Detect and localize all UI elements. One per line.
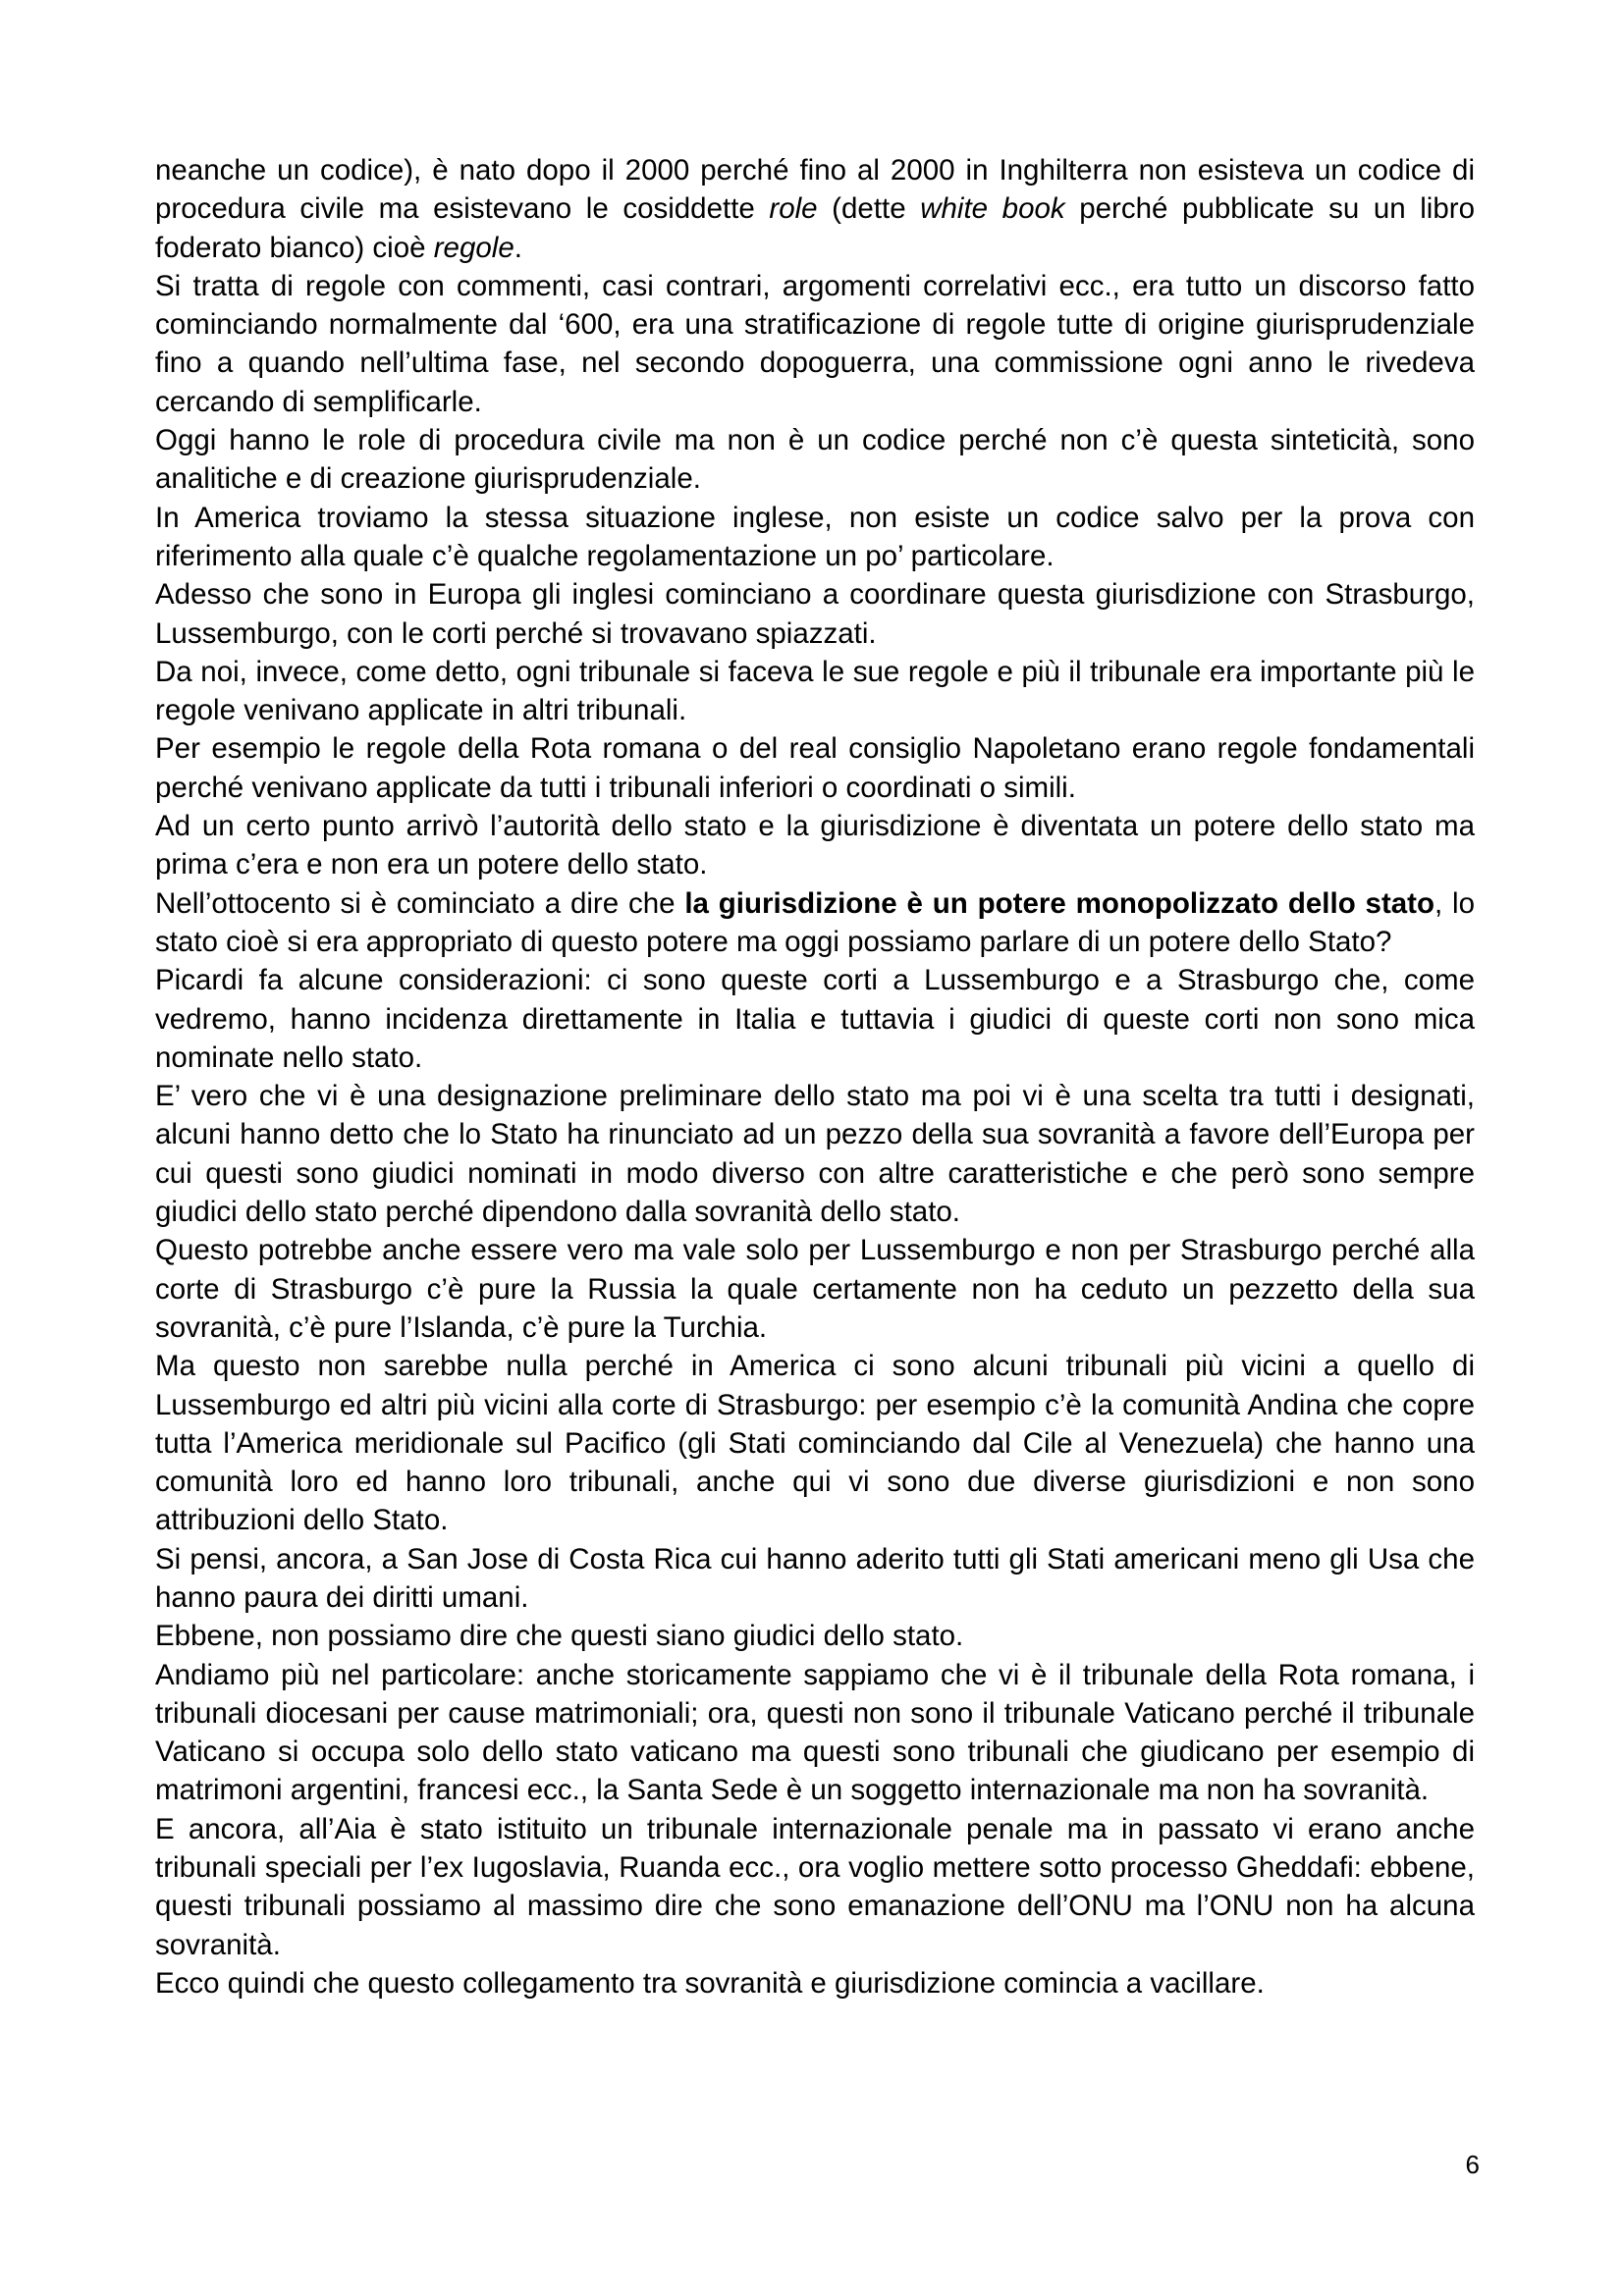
text-run: Adesso che sono in Europa gli inglesi cominciano a coordinare questa giurisdizione con Strasburgo, Lussemburgo, con le corti perché si trovavano spiazzati. bbox=[155, 578, 1475, 650]
text-run: Si tratta di regole con commenti, casi contrari, argomenti correlativi ecc., era tutto un discorso fatto cominciando normalmente dal ‘600, era una stratificazione di regole tutte di origine giurisprudenziale fino a quando nell’ultima fase, nel secondo dopoguerra, una commissione ogni anno le rivedeva cercando di semplificarle. bbox=[155, 269, 1475, 418]
text-run: E ancora, all’Aia è stato istituito un tribunale internazionale penale ma in passato vi erano anche tribunali speciali per l’ex Iugoslavia, Ruanda ecc., ora voglio mettere sotto processo Gheddafi: ebbene, questi tribunali possiamo al massimo dire che sono emanazione dell’ONU ma l’ONU non ha alcuna sovranità. bbox=[155, 1812, 1475, 1961]
paragraph bbox=[155, 421, 1475, 499]
paragraph bbox=[155, 729, 1475, 807]
italic-text: role bbox=[769, 192, 818, 226]
text-run: perché pubblicate su un libro foderato bianco) cioè bbox=[155, 192, 1476, 264]
paragraph bbox=[155, 575, 1475, 653]
bold-text: la giurisdizione è un potere monopolizzato dello stato bbox=[684, 886, 1435, 920]
paragraph bbox=[155, 1077, 1475, 1231]
paragraph bbox=[155, 1617, 1475, 1655]
text-run: Per esempio le regole della Rota romana o del real consiglio Napoletano erano regole fondamentali perché venivano applicate da tutti i tribunali inferiori o coordinati o simili. bbox=[155, 732, 1475, 804]
text-run: Questo potrebbe anche essere vero ma vale solo per Lussemburgo e non per Strasburgo perché alla corte di Strasburgo c’è pure la Russia la quale certamente non ha ceduto un pezzetto della sua sovranità, c’è pure l’Islanda, c’è pure la Turchia. bbox=[155, 1234, 1475, 1344]
text-run: Nell’ottocento si è cominciato a dire che bbox=[155, 886, 685, 920]
italic-text: regole bbox=[433, 231, 514, 264]
paragraph bbox=[155, 884, 1475, 962]
paragraph bbox=[155, 267, 1475, 421]
text-run: Ecco quindi che questo collegamento tra sovranità e giurisdizione comincia a vacillare. bbox=[155, 1966, 1265, 2000]
text-run: Si pensi, ancora, a San Jose di Costa Rica cui hanno aderito tutti gli Stati americani meno gli Usa che hanno paura dei diritti umani. bbox=[155, 1542, 1475, 1614]
paragraph bbox=[155, 961, 1475, 1077]
body-text bbox=[155, 151, 1475, 2002]
paragraph bbox=[155, 1964, 1475, 2002]
paragraph bbox=[155, 807, 1475, 884]
text-run: Da noi, invece, come detto, ogni tribunale si faceva le sue regole e più il tribunale era importante più le regole venivano applicate in altri tribunali. bbox=[155, 655, 1475, 727]
text-run: Oggi hanno le role di procedura civile ma non è un codice perché non c’è questa sinteticità, sono analitiche e di creazione giurisprudenziale. bbox=[155, 424, 1475, 496]
paragraph bbox=[155, 1231, 1475, 1347]
text-run: (dette bbox=[817, 192, 921, 226]
text-run: Ma questo non sarebbe nulla perché in America ci sono alcuni tribunali più vicini a quello di Lussemburgo ed altri più vicini alla corte di Strasburgo: per esempio c’è la comunità Andina che copre tutta l’America meridionale sul Pacifico (gli Stati cominciando dal Cile al Venezuela) che hanno una comunità loro ed hanno loro tribunali, anche qui vi sono due diverse giurisdizioni e non sono attribuzioni dello Stato. bbox=[155, 1350, 1475, 1537]
text-run: neanche un codice), è nato dopo il 2000 perché fino al 2000 in Inghilterra non esisteva un codice di procedura civile ma esistevano le cosiddette bbox=[155, 154, 1475, 226]
page-number: 6 bbox=[1465, 2150, 1480, 2179]
text-run: E’ vero che vi è una designazione preliminare dello stato ma poi vi è una scelta tra tutti i designati, alcuni hanno detto che lo Stato ha rinunciato ad un pezzo della sua sovranità a favore dell’Europa per cui questi sono giudici nominati in modo diverso con altre caratteristiche e che però sono sempre giudici dello stato perché dipendono dalla sovranità dello stato. bbox=[155, 1080, 1475, 1229]
text-run: Picardi fa alcune considerazioni: ci sono queste corti a Lussemburgo e a Strasburgo che, come vedremo, hanno incidenza direttamente in Italia e tuttavia i giudici di queste corti non sono mica nominate nello stato. bbox=[155, 964, 1475, 1074]
paragraph bbox=[155, 653, 1475, 730]
paragraph bbox=[155, 1540, 1475, 1618]
text-run: , lo stato cioè si era appropriato di questo potere ma oggi possiamo parlare di un potere dello Stato? bbox=[155, 886, 1475, 958]
text-run: Andiamo più nel particolare: anche storicamente sappiamo che vi è il tribunale della Rota romana, i tribunali diocesani per cause matrimoniali; ora, questi non sono il tribunale Vaticano perché il tribunale Vaticano si occupa solo dello stato vaticano ma questi sono tribunali che giudicano per esempio di matrimoni argentini, francesi ecc., la Santa Sede è un soggetto internazionale ma non ha sovranità. bbox=[155, 1658, 1475, 1807]
paragraph bbox=[155, 1347, 1475, 1539]
text-run: In America troviamo la stessa situazione inglese, non esiste un codice salvo per la prova con riferimento alla quale c’è qualche regolamentazione un po’ particolare. bbox=[155, 501, 1475, 572]
text-run: Ad un certo punto arrivò l’autorità dello stato e la giurisdizione è diventata un potere dello stato ma prima c’era e non era un potere dello stato. bbox=[155, 810, 1475, 881]
text-run: . bbox=[514, 231, 522, 264]
paragraph bbox=[155, 151, 1475, 267]
text-run: Ebbene, non possiamo dire che questi siano giudici dello stato. bbox=[155, 1620, 964, 1653]
paragraph bbox=[155, 499, 1475, 576]
paragraph bbox=[155, 1810, 1475, 1964]
italic-text: white book bbox=[920, 192, 1065, 226]
paragraph bbox=[155, 1656, 1475, 1810]
